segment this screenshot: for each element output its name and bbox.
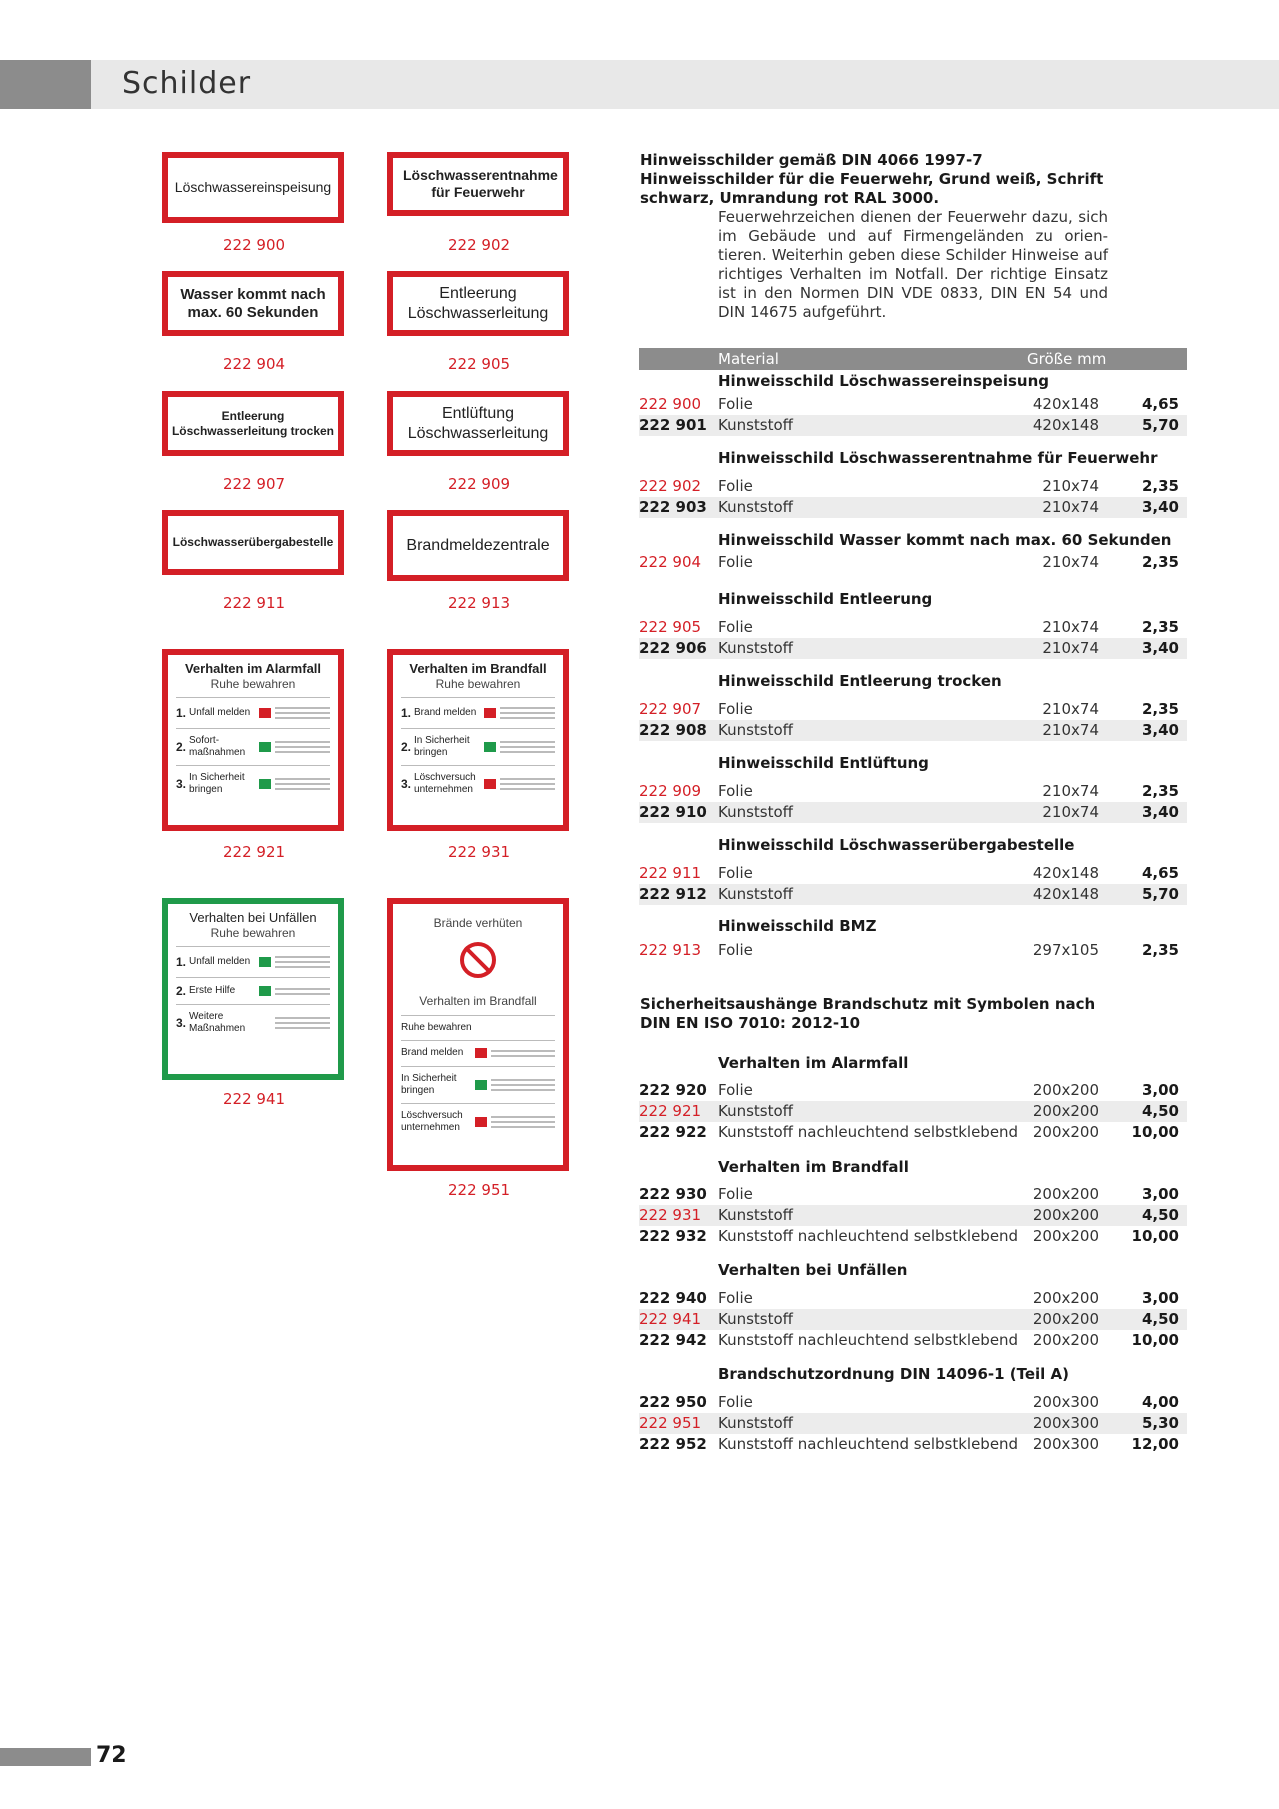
header-bar (91, 60, 1279, 109)
poster-row: 2. In Sicherheit bringen (401, 728, 555, 765)
material: Folie (718, 618, 753, 636)
size: 200x200 (1032, 1102, 1099, 1120)
size: 210x74 (1042, 477, 1099, 495)
table-row (639, 863, 1187, 884)
price: 12,00 (1131, 1435, 1179, 1453)
size: 210x74 (1042, 700, 1099, 718)
price: 10,00 (1131, 1227, 1179, 1245)
material: Folie (718, 700, 753, 718)
group-title: Hinweisschild Wasser kommt nach max. 60 Sekunden (718, 531, 1172, 549)
size: 420x148 (1032, 864, 1099, 882)
material: Folie (718, 1185, 753, 1203)
intro-heading: Hinweisschilder gemäß DIN 4066 1997-7 Hinweisschilder für die Feuerwehr, Grund weiß, Schrift schwarz, Umrandung rot RAL 3000. (640, 151, 1104, 207)
material: Folie (718, 553, 753, 571)
sign-code: 222 907 (223, 475, 286, 493)
material: Folie (718, 1081, 753, 1099)
size: 210x74 (1042, 498, 1099, 516)
footer-accent-bar (0, 1748, 91, 1766)
article-number: 222 921 (639, 1102, 702, 1120)
blank-icon (259, 1018, 271, 1028)
first-aid-icon (259, 742, 271, 752)
poster-row: 2. Sofort-maßnahmen (176, 728, 330, 765)
price: 4,50 (1141, 1310, 1179, 1328)
group-title: Hinweisschild Löschwasserübergabestelle (718, 836, 1075, 854)
group-title: Verhalten im Brandfall (718, 1158, 909, 1176)
article-number: 222 922 (639, 1123, 707, 1141)
sign-code: 222 911 (223, 594, 286, 612)
price: 2,35 (1141, 618, 1179, 636)
material: Folie (718, 477, 753, 495)
size: 210x74 (1042, 721, 1099, 739)
fire-alarm-icon (484, 708, 496, 718)
page-number: 72 (96, 1743, 127, 1768)
column-material: Material (718, 350, 779, 368)
exit-icon (259, 779, 271, 789)
material: Kunststoff (718, 721, 794, 739)
sign-code: 222 913 (448, 594, 511, 612)
sign-wasser-kommt: Wasser kommt nach max. 60 Sekunden (162, 271, 344, 336)
size: 420x148 (1032, 395, 1099, 413)
sign-code: 222 909 (448, 475, 511, 493)
poster-row: Löschversuch unternehmen (401, 1103, 555, 1140)
price: 4,00 (1141, 1393, 1179, 1411)
group-title: Hinweisschild Löschwasserentnahme für Feuerwehr (718, 449, 1158, 467)
price: 3,00 (1141, 1185, 1179, 1203)
size: 200x300 (1032, 1435, 1099, 1453)
sign-loeschwasserentnahme: Löschwasserentnahme für Feuerwehr (387, 152, 569, 216)
price: 4,65 (1141, 864, 1179, 882)
group-title: Hinweisschild Entleerung (718, 590, 933, 608)
article-number: 222 940 (639, 1289, 707, 1307)
sign-code: 222 921 (223, 843, 286, 861)
sign-code: 222 902 (448, 236, 511, 254)
material: Folie (718, 395, 753, 413)
table-row (639, 1434, 1187, 1455)
size: 210x74 (1042, 618, 1099, 636)
size: 200x200 (1032, 1289, 1099, 1307)
price: 3,40 (1141, 803, 1179, 821)
table-row (639, 884, 1187, 905)
size: 200x200 (1032, 1206, 1099, 1224)
poster-row: 2. Erste Hilfe (176, 977, 330, 1004)
poster-row: In Sicherheit bringen (401, 1066, 555, 1103)
material: Folie (718, 1393, 753, 1411)
table-header (639, 348, 1187, 370)
material: Kunststoff (718, 1102, 794, 1120)
intro-text: Feuerwehrzeichen dienen der Feuerwehr dazu, sich im Gebäude und auf Firmengeländen zu orien- tieren. Weiterhin geben diese Schilder Hinweise auf richtiges Verhalten im Notfall. Der richtige Einsatz ist in den Normen DIN VDE 0833, DIN EN 54 und DIN 14675 aufgeführt. (718, 208, 1108, 321)
size: 200x200 (1032, 1081, 1099, 1099)
group-title: Verhalten im Alarmfall (718, 1054, 909, 1072)
article-number: 222 941 (639, 1310, 702, 1328)
price: 3,00 (1141, 1081, 1179, 1099)
extinguisher-icon (484, 779, 496, 789)
material: Folie (718, 941, 753, 959)
size: 200x200 (1032, 1185, 1099, 1203)
table-row (639, 617, 1187, 638)
article-number: 222 911 (639, 864, 702, 882)
material: Kunststoff (718, 416, 794, 434)
table-row (639, 415, 1187, 436)
article-number: 222 902 (639, 477, 702, 495)
header-accent-block (0, 60, 91, 109)
table-row (639, 802, 1187, 823)
sign-code: 222 931 (448, 843, 511, 861)
group-title: Hinweisschild Entleerung trocken (718, 672, 1002, 690)
sign-entleerung-trocken: Entleerung Löschwasserleitung trocken (162, 391, 344, 456)
poster-brandfall: Verhalten im Brandfall Ruhe bewahren 1. Brand melden 2. In Sicherheit bringen 3. Löschversuch unternehmen (387, 649, 569, 831)
table-row (639, 1226, 1187, 1247)
price: 2,35 (1141, 477, 1179, 495)
table-row (639, 1080, 1187, 1101)
material: Folie (718, 782, 753, 800)
sign-code: 222 951 (448, 1181, 511, 1199)
article-number: 222 931 (639, 1206, 702, 1224)
table-row (639, 476, 1187, 497)
poster-row: 1. Brand melden (401, 697, 555, 728)
poster-row: 3. In Sicherheit bringen (176, 765, 330, 802)
sign-entlueftung: Entlüftung Löschwasserleitung (387, 391, 569, 456)
size: 210x74 (1042, 553, 1099, 571)
price: 4,50 (1141, 1102, 1179, 1120)
table-row (639, 781, 1187, 802)
article-number: 222 906 (639, 639, 707, 657)
material: Kunststoff (718, 639, 794, 657)
price: 4,65 (1141, 395, 1179, 413)
table-row (639, 1122, 1187, 1143)
material: Kunststoff (718, 1310, 794, 1328)
material: Kunststoff nachleuchtend selbstklebend (718, 1227, 1019, 1245)
material: Kunststoff (718, 803, 794, 821)
poster-brandschutzordnung: Brände verhüten Verhalten im Brandfall Ruhe bewahren Brand melden In Sicherheit bringen Löschversuch unternehmen (387, 898, 569, 1171)
price: 5,70 (1141, 416, 1179, 434)
price: 3,00 (1141, 1289, 1179, 1307)
poster-row: 1. Unfall melden (176, 697, 330, 728)
group-title: Brandschutzordnung DIN 14096-1 (Teil A) (718, 1365, 1069, 1383)
sign-code: 222 900 (223, 236, 286, 254)
poster-row: 3. Löschversuch unternehmen (401, 765, 555, 802)
table-row (639, 1413, 1187, 1434)
first-aid-icon (259, 986, 271, 996)
poster-unfaelle: Verhalten bei Unfällen Ruhe bewahren 1. Unfall melden 2. Erste Hilfe 3. Weitere Maßnahmen (162, 898, 344, 1080)
poster-alarmfall: Verhalten im Alarmfall Ruhe bewahren 1. Unfall melden 2. Sofort-maßnahmen 3. In Sicherheit bringen (162, 649, 344, 831)
exit-icon (484, 742, 496, 752)
material: Kunststoff (718, 1414, 794, 1432)
table-row (639, 940, 1187, 961)
price: 10,00 (1131, 1123, 1179, 1141)
table-row (639, 1184, 1187, 1205)
material: Kunststoff (718, 885, 794, 903)
material: Kunststoff nachleuchtend selbstklebend (718, 1435, 1019, 1453)
material: Folie (718, 1289, 753, 1307)
group-title: Hinweisschild Löschwassereinspeisung (718, 372, 1049, 390)
sign-code: 222 941 (223, 1090, 286, 1108)
table-row (639, 1101, 1187, 1122)
material: Kunststoff nachleuchtend selbstklebend (718, 1123, 1019, 1141)
article-number: 222 920 (639, 1081, 707, 1099)
article-number: 222 951 (639, 1414, 702, 1432)
size: 420x148 (1032, 885, 1099, 903)
article-number: 222 901 (639, 416, 707, 434)
phone-icon (259, 708, 271, 718)
table-row (639, 1288, 1187, 1309)
article-number: 222 930 (639, 1185, 707, 1203)
group-title: Verhalten bei Unfällen (718, 1261, 908, 1279)
article-number: 222 909 (639, 782, 702, 800)
sign-brandmeldezentrale: Brandmeldezentrale (387, 510, 569, 581)
size: 200x200 (1032, 1123, 1099, 1141)
size: 297x105 (1032, 941, 1099, 959)
size: 200x200 (1032, 1331, 1099, 1349)
article-number: 222 905 (639, 618, 702, 636)
price: 10,00 (1131, 1331, 1179, 1349)
article-number: 222 904 (639, 553, 702, 571)
sign-entleerung: Entleerung Löschwasserleitung (387, 271, 569, 336)
size: 210x74 (1042, 782, 1099, 800)
price: 3,40 (1141, 721, 1179, 739)
poster-row: 1. Unfall melden (176, 946, 330, 977)
material: Kunststoff (718, 498, 794, 516)
price: 2,35 (1141, 941, 1179, 959)
article-number: 222 912 (639, 885, 707, 903)
price: 2,35 (1141, 782, 1179, 800)
size: 200x300 (1032, 1393, 1099, 1411)
size: 200x200 (1032, 1310, 1099, 1328)
material: Folie (718, 864, 753, 882)
table-row (639, 394, 1187, 415)
price: 3,40 (1141, 639, 1179, 657)
table-row (639, 497, 1187, 518)
section-heading: Sicherheitsaushänge Brandschutz mit Symbolen nach DIN EN ISO 7010: 2012-10 (640, 995, 1096, 1032)
price: 4,50 (1141, 1206, 1179, 1224)
article-number: 222 900 (639, 395, 702, 413)
article-number: 222 913 (639, 941, 702, 959)
article-number: 222 907 (639, 700, 702, 718)
no-fire-icon (460, 942, 496, 978)
table-row (639, 720, 1187, 741)
table-row (639, 1205, 1187, 1226)
poster-row: Ruhe bewahren (401, 1015, 555, 1040)
size: 210x74 (1042, 639, 1099, 657)
fire-alarm-icon (475, 1048, 487, 1058)
price: 5,30 (1141, 1414, 1179, 1432)
price: 2,35 (1141, 553, 1179, 571)
price: 3,40 (1141, 498, 1179, 516)
group-title: Hinweisschild Entlüftung (718, 754, 929, 772)
page-title: Schilder (122, 66, 252, 101)
article-number: 222 942 (639, 1331, 707, 1349)
sign-uebergabestelle: Löschwasserübergabestelle (162, 510, 344, 575)
table-row (639, 552, 1187, 573)
column-size: Größe mm (1027, 350, 1107, 368)
sign-loeschwassereinspeisung: Löschwassereinspeisung (162, 152, 344, 223)
article-number: 222 910 (639, 803, 707, 821)
article-number: 222 950 (639, 1393, 707, 1411)
size: 210x74 (1042, 803, 1099, 821)
price: 5,70 (1141, 885, 1179, 903)
poster-row: 3. Weitere Maßnahmen (176, 1004, 330, 1041)
sign-code: 222 905 (448, 355, 511, 373)
phone-icon (259, 957, 271, 967)
exit-icon (475, 1080, 487, 1090)
table-row (639, 1309, 1187, 1330)
table-row (639, 1392, 1187, 1413)
article-number: 222 908 (639, 721, 707, 739)
table-row (639, 699, 1187, 720)
table-row (639, 638, 1187, 659)
article-number: 222 903 (639, 498, 707, 516)
size: 200x200 (1032, 1227, 1099, 1245)
poster-row: Brand melden (401, 1040, 555, 1066)
size: 200x300 (1032, 1414, 1099, 1432)
size: 420x148 (1032, 416, 1099, 434)
material: Kunststoff nachleuchtend selbstklebend (718, 1331, 1019, 1349)
sign-code: 222 904 (223, 355, 286, 373)
material: Kunststoff (718, 1206, 794, 1224)
article-number: 222 952 (639, 1435, 707, 1453)
extinguisher-icon (475, 1117, 487, 1127)
price: 2,35 (1141, 700, 1179, 718)
article-number: 222 932 (639, 1227, 707, 1245)
group-title: Hinweisschild BMZ (718, 917, 877, 935)
table-row (639, 1330, 1187, 1351)
